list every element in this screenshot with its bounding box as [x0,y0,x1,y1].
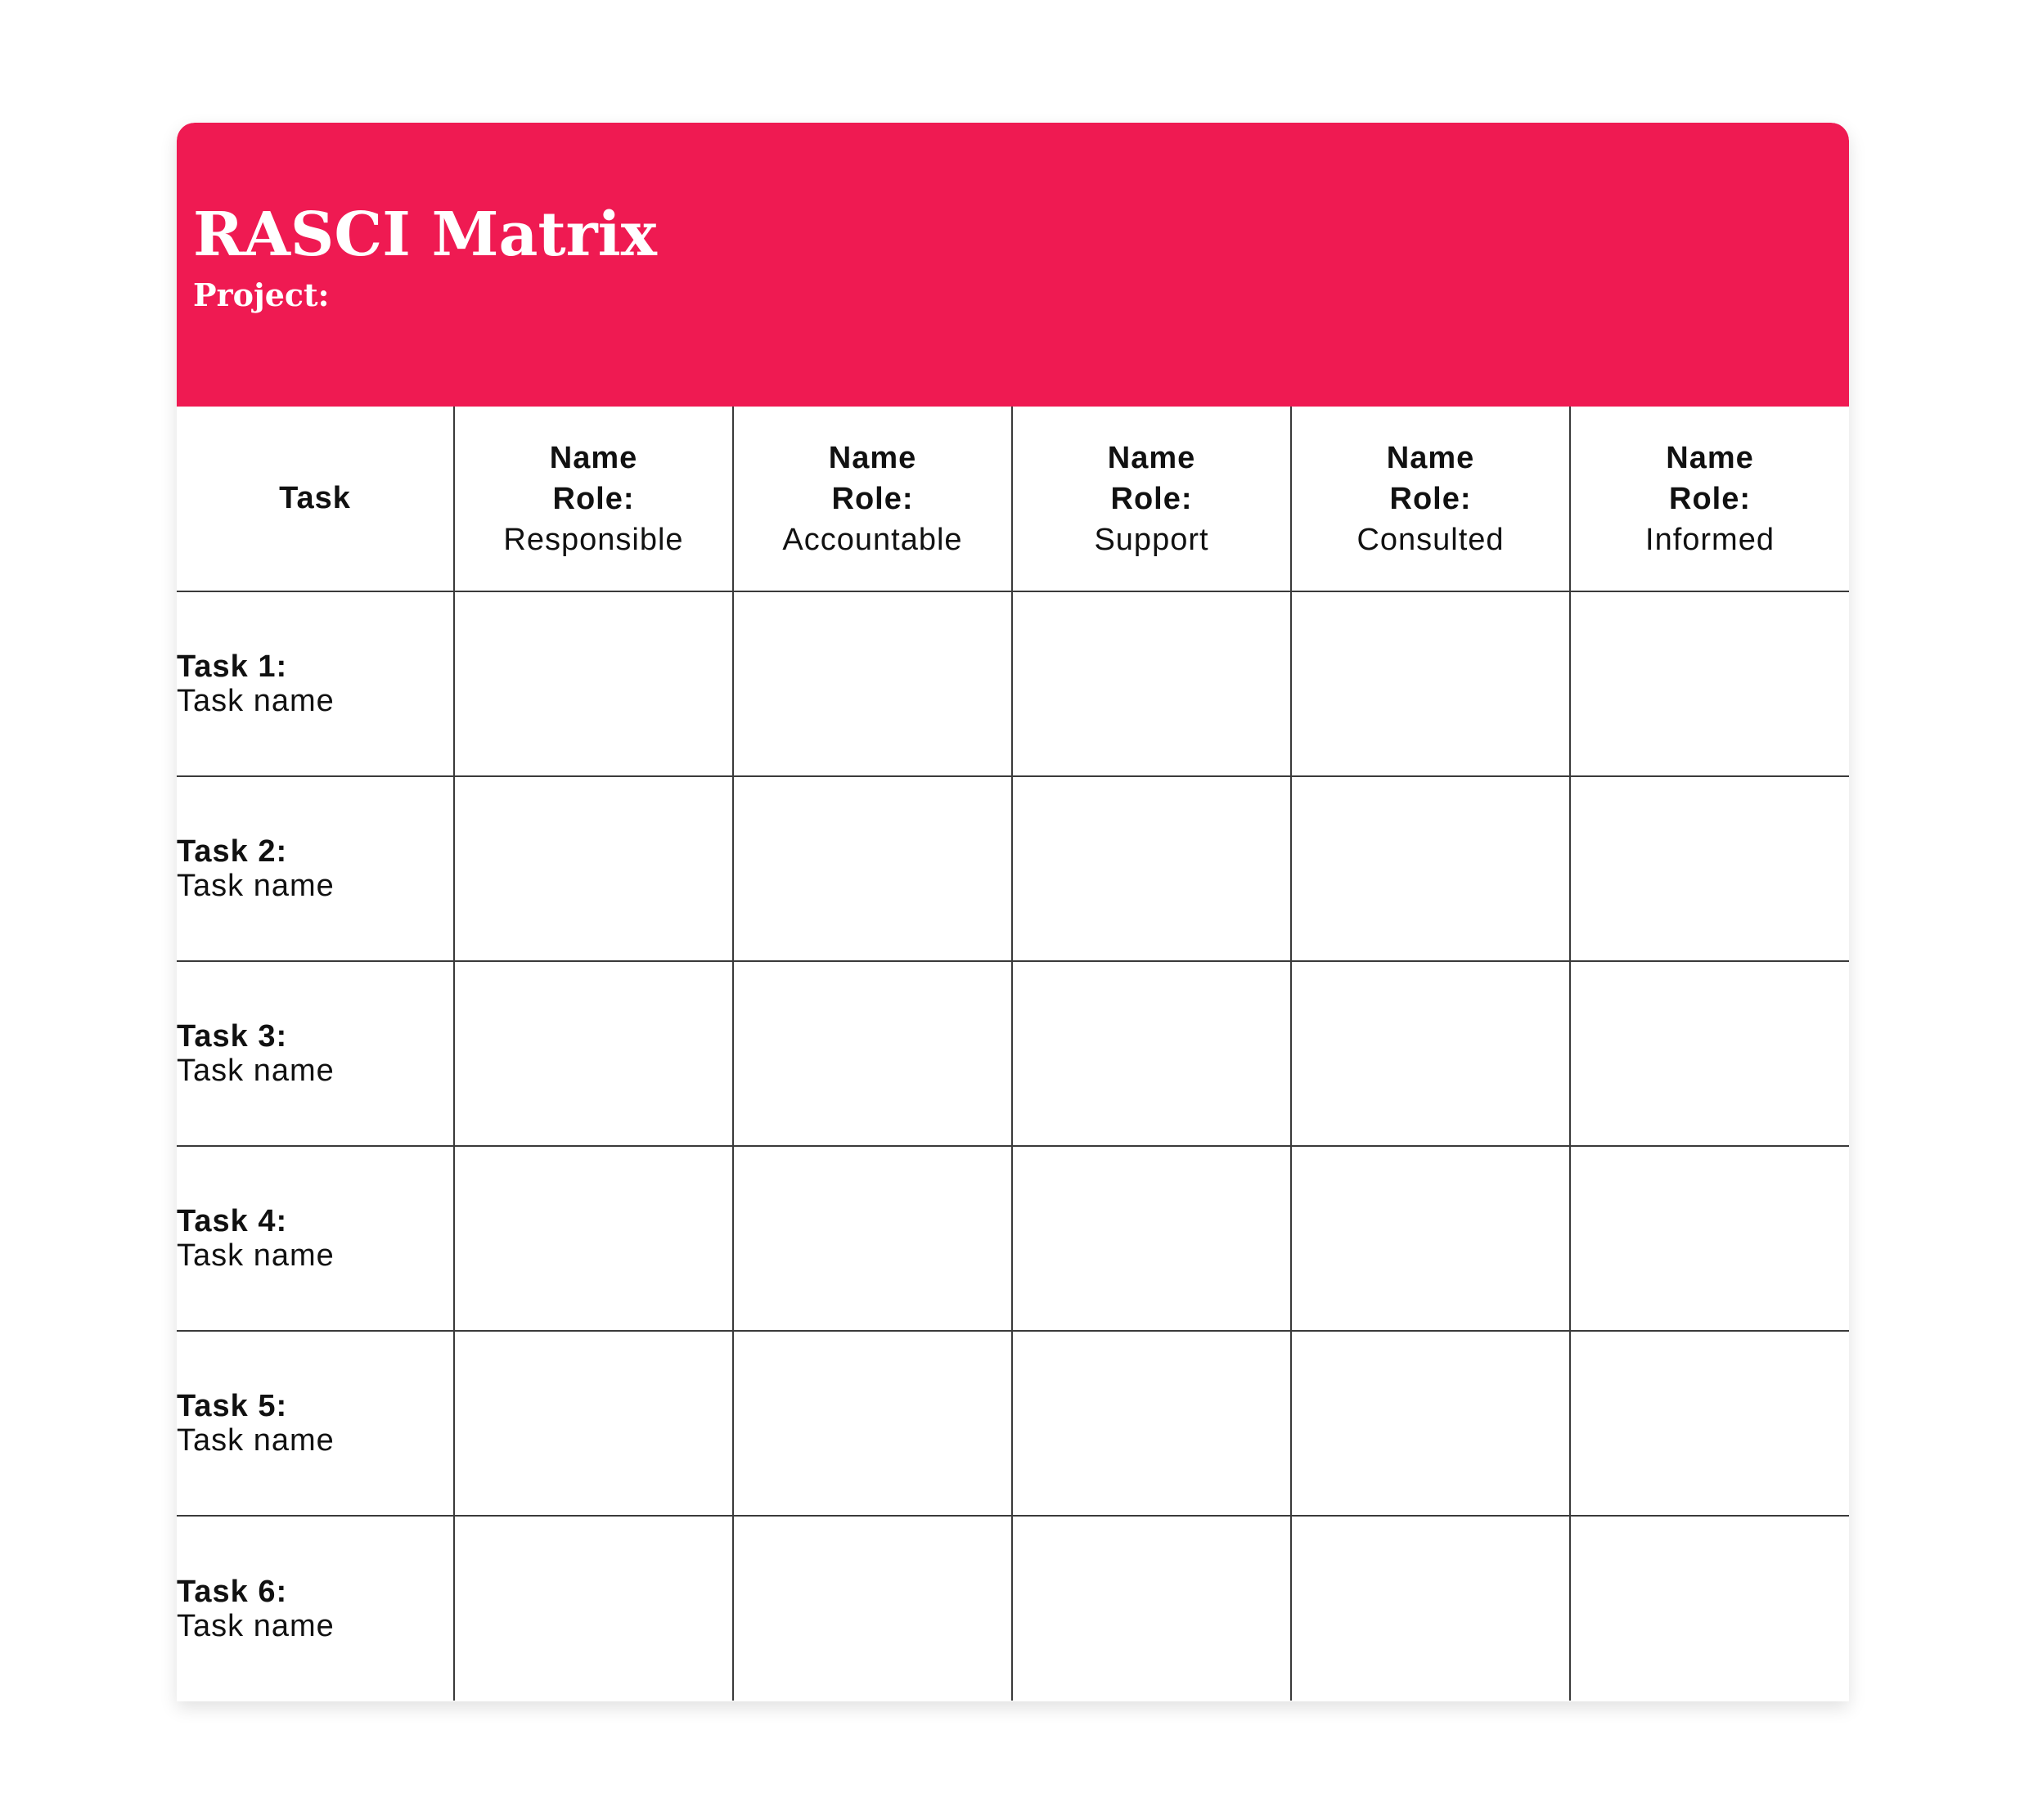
task-name: Task name [177,869,335,903]
consulted-cell[interactable] [1291,1146,1570,1331]
role-label: Role: [831,481,914,516]
support-cell[interactable] [1012,776,1291,961]
table-row [177,776,1849,961]
page-title: RASCI Matrix [193,200,657,270]
support-cell[interactable] [1012,961,1291,1146]
role-value: Support [1094,522,1209,557]
informed-cell[interactable] [1570,1331,1849,1516]
column-header-responsible [454,407,733,591]
responsible-cell[interactable] [454,591,733,776]
task-number: Task 6: [177,1574,288,1609]
role-value: Responsible [503,522,684,557]
consulted-cell[interactable] [1291,1331,1570,1516]
name-label: Name [1666,440,1754,475]
rasci-table [177,407,1849,1701]
responsible-cell[interactable] [454,1331,733,1516]
table-row [177,1331,1849,1516]
task-cell [177,1331,454,1516]
informed-cell[interactable] [1570,591,1849,776]
task-number: Task 4: [177,1204,288,1238]
informed-cell[interactable] [1570,1516,1849,1701]
support-cell[interactable] [1012,591,1291,776]
informed-cell[interactable] [1570,1146,1849,1331]
column-header-accountable [733,407,1012,591]
responsible-cell[interactable] [454,1146,733,1331]
table-row [177,591,1849,776]
support-cell[interactable] [1012,1516,1291,1701]
task-cell [177,961,454,1146]
responsible-cell[interactable] [454,776,733,961]
task-column-header: Task [177,407,454,591]
name-label: Name [1386,440,1475,475]
name-label: Name [1107,440,1196,475]
informed-cell[interactable] [1570,961,1849,1146]
role-label: Role: [1669,481,1751,516]
support-cell[interactable] [1012,1146,1291,1331]
table-header-row [177,407,1849,591]
consulted-cell[interactable] [1291,1516,1570,1701]
table-row [177,961,1849,1146]
accountable-cell[interactable] [733,1146,1012,1331]
project-label: Project: [193,276,330,313]
task-cell [177,1146,454,1331]
table-row [177,1516,1849,1701]
accountable-cell[interactable] [733,1331,1012,1516]
consulted-cell[interactable] [1291,776,1570,961]
task-cell [177,1516,454,1701]
role-label: Role: [552,481,635,516]
rasci-matrix-card [177,123,1849,1701]
role-value: Informed [1645,522,1775,557]
task-name: Task name [177,1238,335,1273]
task-name: Task name [177,1054,335,1088]
task-number: Task 5: [177,1389,288,1423]
consulted-cell[interactable] [1291,961,1570,1146]
task-number: Task 1: [177,649,288,684]
responsible-cell[interactable] [454,961,733,1146]
task-name: Task name [177,1423,335,1458]
responsible-cell[interactable] [454,1516,733,1701]
accountable-cell[interactable] [733,961,1012,1146]
task-name: Task name [177,684,335,718]
role-label: Role: [1389,481,1472,516]
name-label: Name [828,440,917,475]
accountable-cell[interactable] [733,591,1012,776]
column-header-support [1012,407,1291,591]
support-cell[interactable] [1012,1331,1291,1516]
column-header-informed [1570,407,1849,591]
task-number: Task 2: [177,834,288,869]
role-label: Role: [1110,481,1193,516]
table-row [177,1146,1849,1331]
consulted-cell[interactable] [1291,591,1570,776]
task-name: Task name [177,1608,335,1643]
task-cell [177,776,454,961]
informed-cell[interactable] [1570,776,1849,961]
name-label: Name [549,440,638,475]
role-value: Consulted [1356,522,1505,557]
matrix-header [177,123,1849,407]
accountable-cell[interactable] [733,1516,1012,1701]
column-header-consulted [1291,407,1570,591]
role-value: Accountable [782,522,963,557]
accountable-cell[interactable] [733,776,1012,961]
task-number: Task 3: [177,1019,288,1054]
task-cell [177,591,454,776]
